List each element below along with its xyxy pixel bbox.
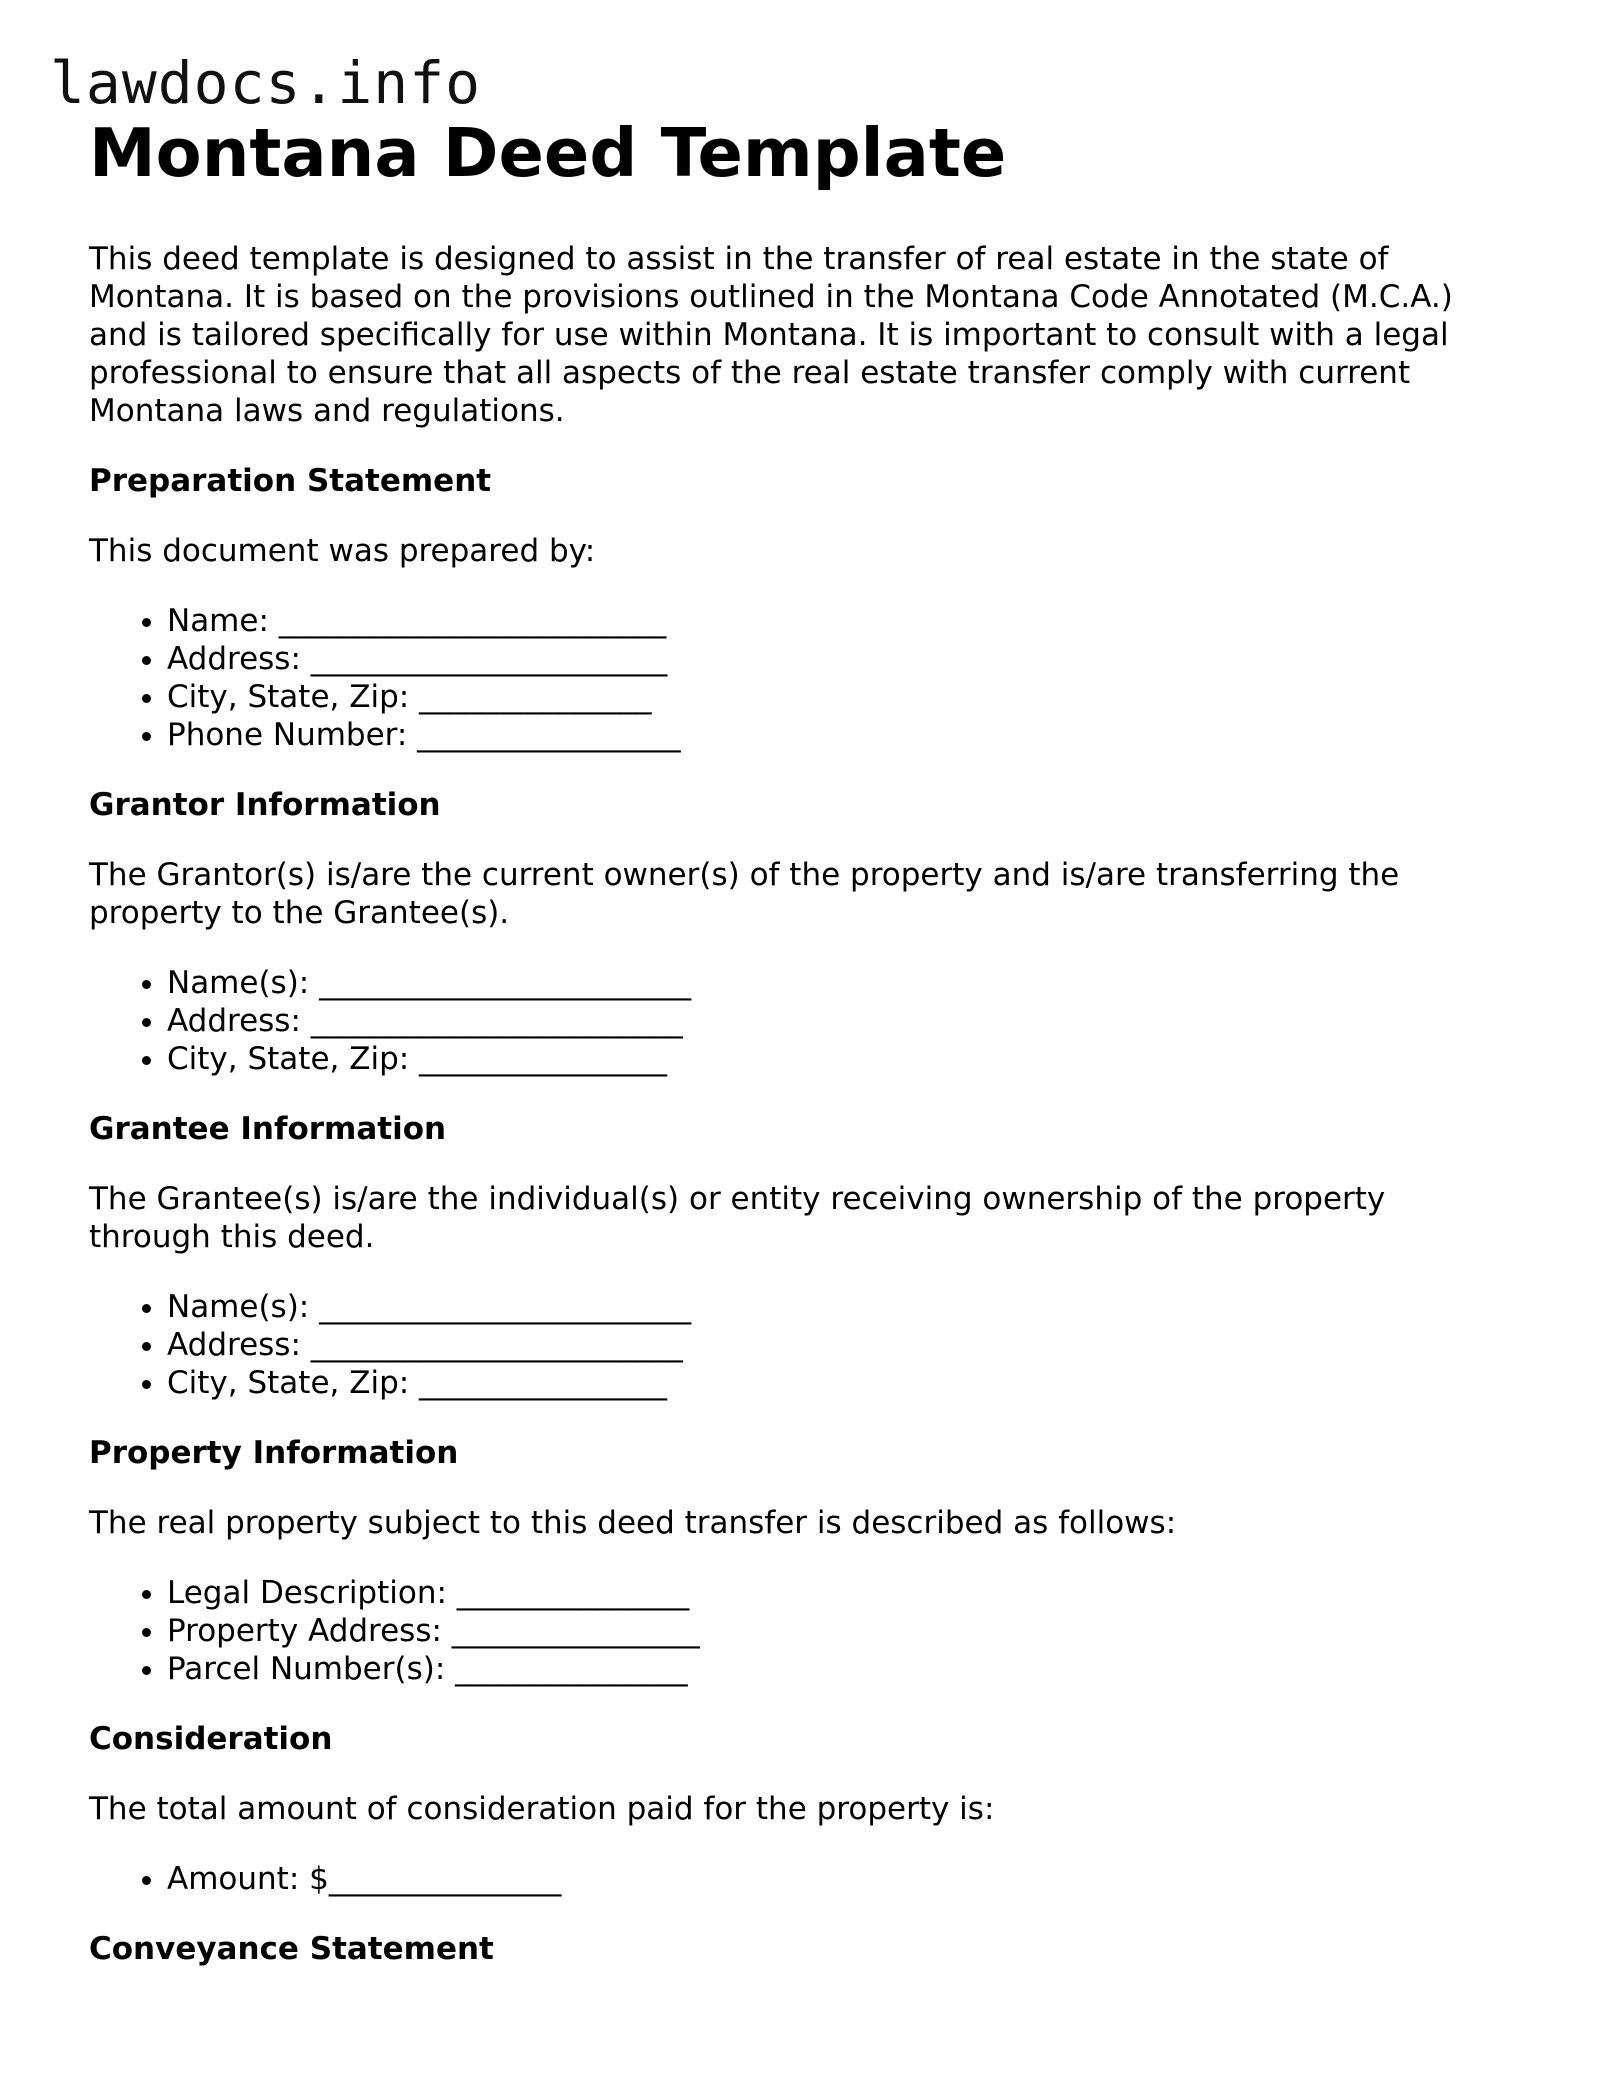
section-heading: Grantor Information [89, 787, 441, 823]
preparation-section [89, 462, 1509, 754]
page-title: Montana Deed Template [89, 114, 1007, 192]
section-heading: Property Information [89, 1435, 459, 1471]
field-property-address: • Property Address: ________________ [167, 1612, 1509, 1650]
field-names: • Name(s): ________________________ [167, 964, 1509, 1002]
intro-paragraph: This deed template is designed to assist in the transfer of real estate in the state of Montana. It is based on the provisions outlined in the Montana Code Annotated (M.C.A.) and is tailored specifically for use within Montana. It is important to consult with a legal professional to ensure that all aspects of the real estate transfer comply with current Montana laws and regulations. [89, 241, 1453, 429]
field-city-state-zip: • City, State, Zip: ________________ [167, 1040, 1509, 1078]
field-city-state-zip: • City, State, Zip: _______________ [167, 678, 1509, 716]
section-heading: Grantee Information [89, 1111, 447, 1147]
document-body [89, 108, 1509, 1968]
field-phone-number: • Phone Number: _________________ [167, 716, 1509, 754]
section-heading: Consideration [89, 1721, 333, 1757]
section-heading: Conveyance Statement [89, 1931, 494, 1967]
grantor-section [89, 786, 1509, 1078]
field-parcel-numbers: • Parcel Number(s): _______________ [167, 1650, 1509, 1688]
field-address: • Address: ________________________ [167, 1002, 1509, 1040]
grantee-section [89, 1110, 1509, 1402]
field-city-state-zip: • City, State, Zip: ________________ [167, 1364, 1509, 1402]
field-names: • Name(s): ________________________ [167, 1288, 1509, 1326]
section-text: The Grantee(s) is/are the individual(s) or entity receiving ownership of the property through this deed. [89, 1181, 1386, 1255]
field-address: • Address: _______________________ [167, 640, 1509, 678]
field-list [89, 1860, 1509, 1898]
consideration-section [89, 1720, 1509, 1898]
field-address: • Address: ________________________ [167, 1326, 1509, 1364]
site-logo-text: lawdocs.info [50, 49, 482, 117]
field-list [89, 602, 1509, 754]
property-section [89, 1434, 1509, 1688]
field-amount: • Amount: $_______________ [167, 1860, 1509, 1898]
section-text: This document was prepared by: [89, 533, 596, 569]
section-text: The Grantor(s) is/are the current owner(s) of the property and is/are transferring the property to the Grantee(s). [89, 857, 1400, 931]
field-list [89, 964, 1509, 1078]
field-list [89, 1574, 1509, 1688]
section-text: The total amount of consideration paid for the property is: [89, 1791, 995, 1827]
section-text: The real property subject to this deed transfer is described as follows: [89, 1505, 1177, 1541]
field-name: • Name: _________________________ [167, 602, 1509, 640]
section-heading: Preparation Statement [89, 463, 492, 499]
conveyance-section [89, 1930, 1509, 1968]
field-list [89, 1288, 1509, 1402]
field-legal-description: • Legal Description: _______________ [167, 1574, 1509, 1612]
